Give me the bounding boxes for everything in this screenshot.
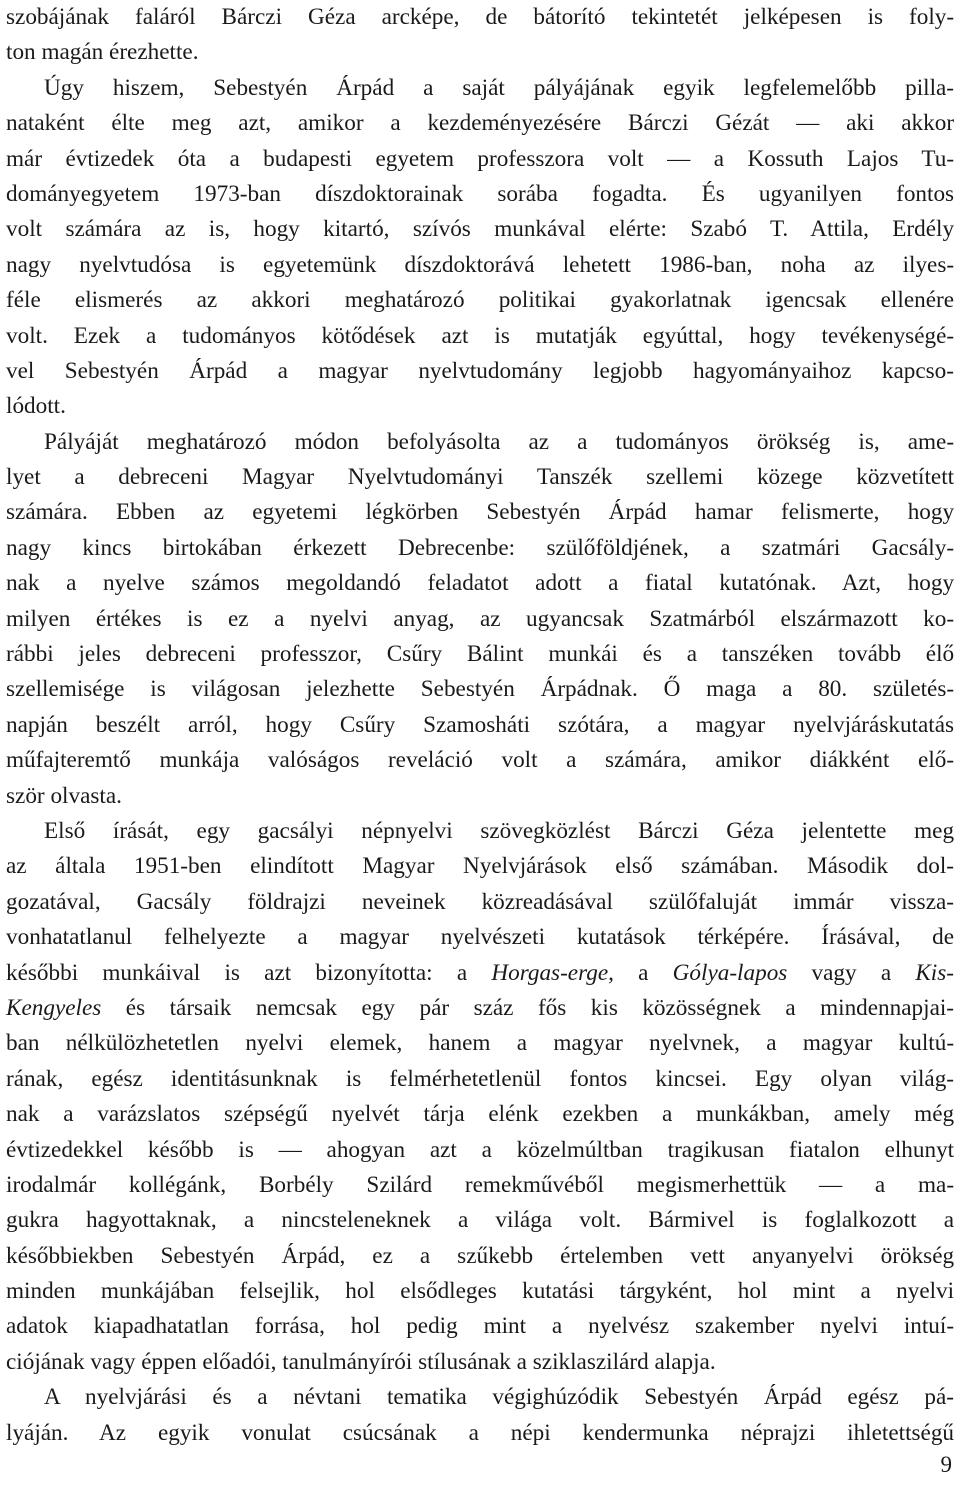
text-line: féle elismerés az akkori meghatározó politikai gyakorlatnak igencsak ellenére (6, 287, 955, 314)
text-line: évtizedekkel később is — ahogyan azt a közelmúltban tragikusan fiatalon elhunyt (6, 1136, 955, 1163)
text-line: Pályáját meghatározó módon befolyásolta az a tudományos örökség is, ame- (44, 428, 955, 455)
text-line: lódott. (6, 393, 66, 420)
text-line: irodalmár kollégánk, Borbély Szilárd remekművéből megismerhettük — a ma- (6, 1171, 955, 1198)
text-line: műfajteremtő munkája valóságos reveláció volt a számára, amikor diákként elő- (6, 747, 955, 774)
text-line: nak a varázslatos szépségű nyelvét tárja elénk ezekben a munkákban, amely még (6, 1101, 955, 1128)
text-line: ton magán érezhette. (6, 39, 199, 66)
text-line: rábbi jeles debreceni professzor, Csűry Bálint munkái és a tanszéken tovább élő (6, 641, 955, 668)
text-line: volt. Ezek a tudományos kötődések azt is mutatják egyúttal, hogy tevékenységé- (6, 322, 955, 349)
text-line: ször olvasta. (6, 782, 122, 809)
page-number: 9 (940, 1452, 952, 1477)
text-line: nak a nyelve számos megoldandó feladatot adott a fiatal kutatónak. Azt, hogy (6, 570, 955, 597)
text-line: adatok kiapadhatatlan forrása, hol pedig mint a nyelvész szakember nyelvi intuí- (6, 1313, 955, 1340)
text-line: számára. Ebben az egyetemi légkörben Sebestyén Árpád hamar felismerte, hogy (6, 499, 955, 526)
document-page (6, 0, 954, 1451)
text-line: vel Sebestyén Árpád a magyar nyelvtudomány legjobb hagyományaihoz kapcso- (6, 357, 954, 384)
text-line: nagy nyelvtudósa is egyetemünk díszdoktorává lehetett 1986-ban, noha az ilyes- (6, 251, 955, 278)
text-line: Úgy hiszem, Sebestyén Árpád a saját pályájának egyik legfelemelőbb pilla- (44, 74, 955, 101)
text-line: milyen értékes is ez a nyelvi anyag, az ugyancsak Szatmárból elszármazott ko- (6, 605, 955, 632)
text-line: Kengyeles és társaik nemcsak egy pár száz fős kis közösségnek a mindennapjai- (6, 994, 955, 1021)
text-line: későbbi munkáival is azt bizonyította: a Horgas-erge, a Gólya-lapos vagy a Kis- (6, 959, 954, 986)
text-line: Első írását, egy gacsályi népnyelvi szövegközlést Bárczi Géza jelentette meg (44, 817, 955, 844)
text-line: gukra hagyottaknak, a nincsteleneknek a világa volt. Bármivel is foglalkozott a (6, 1207, 954, 1234)
text-line: dományegyetem 1973-ban díszdoktorainak sorába fogadta. És ugyanilyen fontos (6, 180, 955, 207)
text-line: nataként élte meg azt, amikor a kezdeményezésére Bárczi Gézát — aki akkor (6, 110, 955, 137)
text-line: már évtizedek óta a budapesti egyetem professzora volt — a Kossuth Lajos Tu- (6, 145, 955, 172)
text-line: nagy kincs birtokában érkezett Debrecenbe: szülőföldjének, a szatmári Gacsály- (6, 534, 955, 561)
text-line: szobájának faláról Bárczi Géza arcképe, de bátorító tekintetét jelképesen is foly- (6, 4, 955, 30)
text-line: gozatával, Gacsály földrajzi neveinek közreadásával szülőfaluját immár vissza- (6, 888, 954, 915)
text-line: ban nélkülözhetetlen nyelvi elemek, hanem a magyar nyelvnek, a magyar kultú- (6, 1030, 955, 1057)
text-line: napján beszélt arról, hogy Csűry Szamosháti szótára, a magyar nyelvjáráskutatás (6, 711, 955, 738)
text-line: későbbiekben Sebestyén Árpád, ez a szűkebb értelemben vett anyanyelvi örökség (6, 1242, 955, 1269)
text-line: lyet a debreceni Magyar Nyelvtudományi Tanszék szellemi közege közvetített (6, 464, 955, 491)
text-line: A nyelvjárási és a névtani tematika végighúzódik Sebestyén Árpád egész pá- (44, 1384, 955, 1411)
text-line: vonhatatlanul felhelyezte a magyar nyelvészeti kutatások térképére. Írásával, de (6, 924, 955, 951)
text-line: lyáján. Az egyik vonulat csúcsának a népi kendermunka néprajzi ihletettségű (6, 1419, 955, 1446)
text-line: rának, egész identitásunknak is felmérhetetlenül fontos kincsei. Egy olyan világ- (6, 1065, 955, 1092)
text-line: ciójának vagy éppen előadói, tanulmányírói stílusának a sziklaszilárd alapja. (6, 1348, 716, 1375)
text-line: az általa 1951-ben elindított Magyar Nyelvjárások első számában. Második dol- (6, 853, 955, 880)
text-line: minden munkájában felsejlik, hol elsődleges kutatási tárgyként, hol mint a nyelvi (6, 1278, 955, 1305)
text-line: szellemisége is világosan jelezhette Sebestyén Árpádnak. Ő maga a 80. születés- (6, 676, 955, 703)
text-line: volt számára az is, hogy kitartó, szívós munkával elérte: Szabó T. Attila, Erdély (6, 216, 955, 243)
